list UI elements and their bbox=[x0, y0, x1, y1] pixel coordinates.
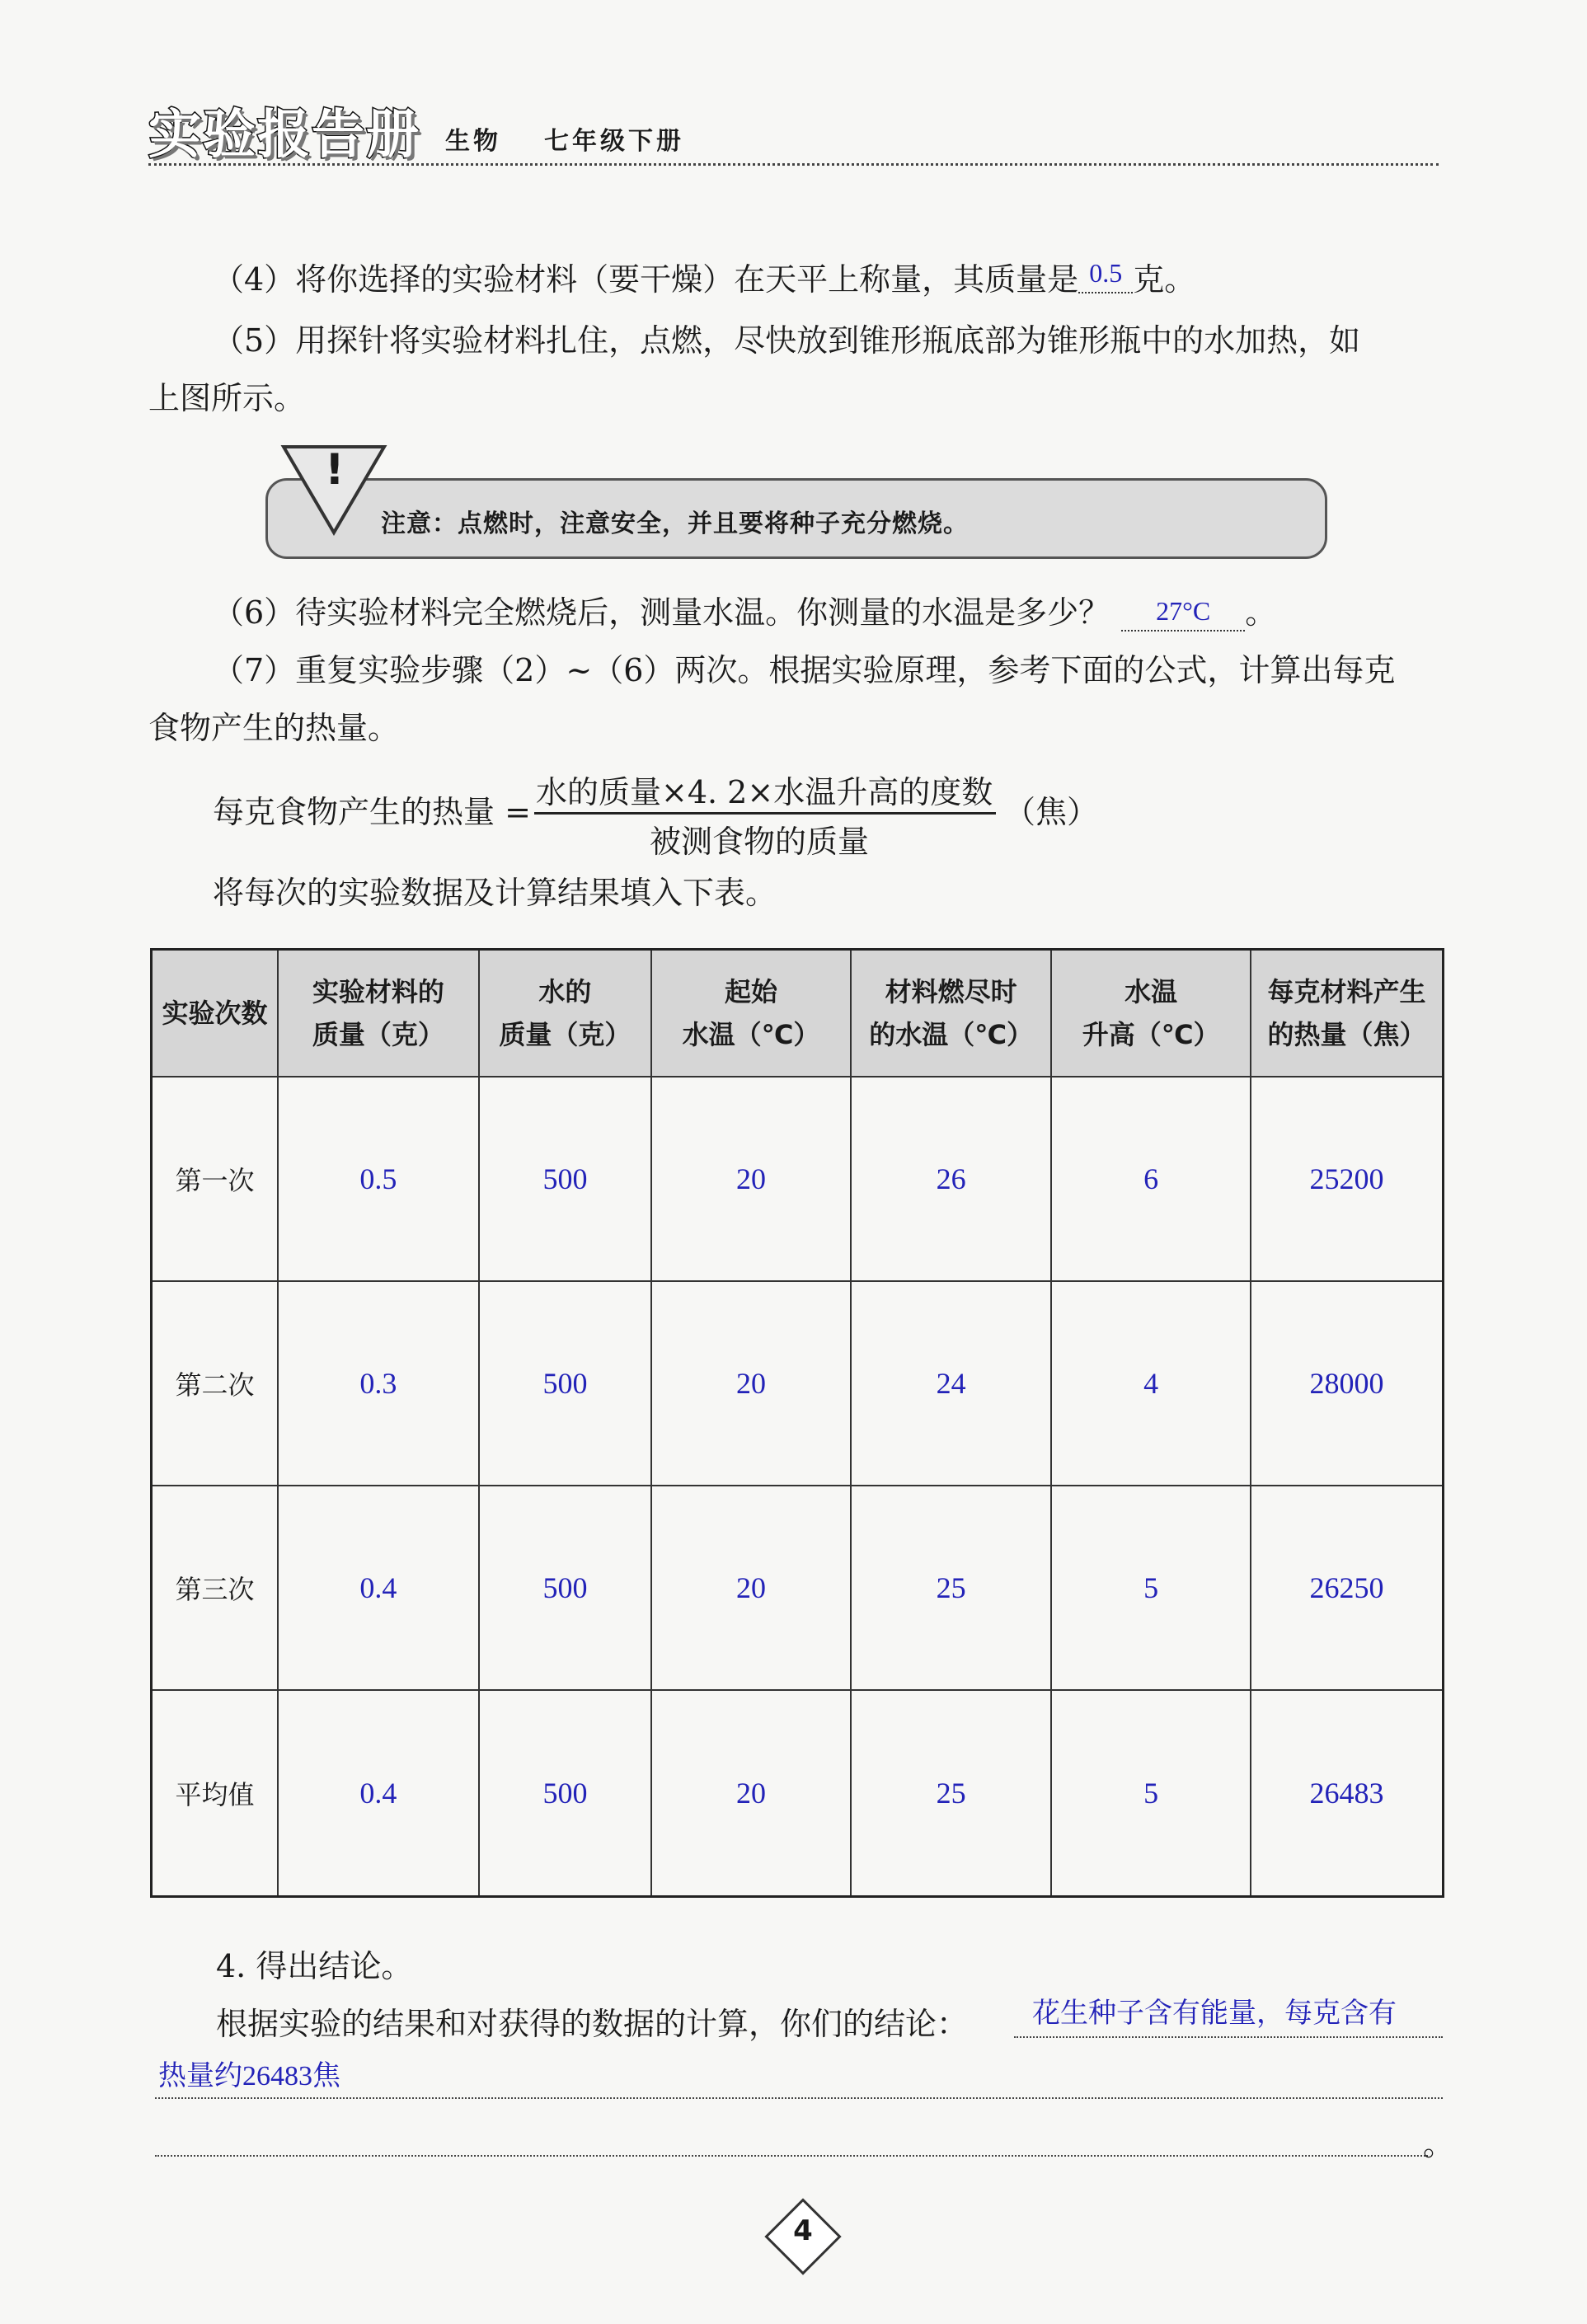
cell-temp-rise[interactable]: 5 bbox=[1051, 1486, 1251, 1690]
cell-heat-per-gram[interactable]: 25200 bbox=[1251, 1077, 1444, 1281]
table-row bbox=[152, 1281, 1444, 1486]
header-trial: 实验次数 bbox=[152, 950, 279, 1077]
header-material-mass: 实验材料的 质量（克） bbox=[278, 950, 479, 1077]
row-label: 平均值 bbox=[152, 1690, 279, 1897]
cell-start-temp[interactable]: 20 bbox=[651, 1281, 851, 1486]
step-4-unit: 克。 bbox=[1133, 261, 1196, 298]
cell-temp-rise[interactable]: 6 bbox=[1051, 1077, 1251, 1281]
table-row bbox=[152, 1486, 1444, 1690]
conclusion-prompt: 根据实验的结果和对获得的数据的计算，你们的结论： bbox=[216, 2006, 969, 2042]
formula-numerator: 水的质量×4. 2×水温升高的度数 bbox=[536, 774, 993, 810]
answer-underline-2 bbox=[155, 2097, 1443, 2099]
cell-material-mass[interactable]: 0.5 bbox=[278, 1077, 479, 1281]
cell-start-temp[interactable]: 20 bbox=[651, 1690, 851, 1897]
cell-heat-per-gram[interactable]: 26250 bbox=[1251, 1486, 1444, 1690]
experiment-data-table bbox=[150, 948, 1444, 1898]
conclusion-answer-line-2[interactable]: 热量约26483焦 bbox=[158, 2061, 340, 2092]
row-label: 第一次 bbox=[152, 1077, 279, 1281]
cell-end-temp[interactable]: 25 bbox=[851, 1486, 1052, 1690]
row-label: 第三次 bbox=[152, 1486, 279, 1690]
step-6 bbox=[213, 594, 1276, 635]
header-water-mass: 水的 质量（克） bbox=[479, 950, 652, 1077]
caution-text: 注意：点燃时，注意安全，并且要将种子充分燃烧。 bbox=[381, 509, 969, 538]
cell-material-mass[interactable]: 0.4 bbox=[278, 1690, 479, 1897]
cell-temp-rise[interactable]: 5 bbox=[1051, 1690, 1251, 1897]
page-number: 4 bbox=[793, 2214, 813, 2247]
step-6-text: （6）待实验材料完全燃烧后，测量水温。你测量的水温是多少？ bbox=[213, 594, 1110, 631]
cell-start-temp[interactable]: 20 bbox=[651, 1486, 851, 1690]
table-header-row bbox=[152, 950, 1444, 1077]
step-5-line-2: 上图所示。 bbox=[148, 380, 306, 416]
header-start-temp: 起始 水温（℃） bbox=[651, 950, 851, 1077]
cell-material-mass[interactable]: 0.4 bbox=[278, 1486, 479, 1690]
cell-temp-rise[interactable]: 4 bbox=[1051, 1281, 1251, 1486]
exclamation-icon: ! bbox=[325, 445, 345, 495]
formula-denominator: 被测食物的质量 bbox=[650, 824, 870, 860]
row-label: 第二次 bbox=[152, 1281, 279, 1486]
answer-underline-3 bbox=[155, 2155, 1428, 2157]
subject-label: 生物 bbox=[445, 127, 501, 156]
header-end-temp: 材料燃尽时 的水温（℃） bbox=[851, 950, 1052, 1077]
step-6-answer-blank[interactable] bbox=[1121, 590, 1245, 631]
cell-start-temp[interactable]: 20 bbox=[651, 1077, 851, 1281]
cell-water-mass[interactable]: 500 bbox=[479, 1486, 652, 1690]
formula-lhs: 每克食物产生的热量 = bbox=[213, 794, 531, 830]
step-4-answer-blank[interactable] bbox=[1078, 252, 1133, 293]
table-row bbox=[152, 1690, 1444, 1897]
step-5-line-1: （5）用探针将实验材料扎住，点燃，尽快放到锥形瓶底部为锥形瓶中的水加热，如 bbox=[213, 322, 1361, 359]
table-intro: 将每次的实验数据及计算结果填入下表。 bbox=[213, 875, 777, 911]
cell-heat-per-gram[interactable]: 28000 bbox=[1251, 1281, 1444, 1486]
table-row bbox=[152, 1077, 1444, 1281]
formula-fraction-bar bbox=[534, 812, 996, 815]
grade-label: 七年级下册 bbox=[544, 127, 684, 156]
cell-end-temp[interactable]: 26 bbox=[851, 1077, 1052, 1281]
cell-water-mass[interactable]: 500 bbox=[479, 1690, 652, 1897]
step-6-end: 。 bbox=[1245, 594, 1277, 631]
cell-end-temp[interactable]: 25 bbox=[851, 1690, 1052, 1897]
formula-unit: （焦） bbox=[1004, 794, 1099, 830]
header-divider bbox=[148, 163, 1439, 166]
step-7-line-2: 食物产生的热量。 bbox=[148, 710, 400, 746]
conclusion-heading: 4. 得出结论。 bbox=[216, 1948, 413, 1984]
step-6-answer: 27°C bbox=[1156, 596, 1211, 626]
workbook-title: 实验报告册 bbox=[148, 105, 420, 166]
answer-underline-1 bbox=[1014, 2036, 1443, 2038]
header-heat-per-gram: 每克材料产生 的热量（焦） bbox=[1251, 950, 1444, 1077]
conclusion-end: 。 bbox=[1423, 2126, 1455, 2162]
step-7-line-1: （7）重复实验步骤（2）~（6）两次。根据实验原理，参考下面的公式，计算出每克 bbox=[213, 652, 1396, 688]
cell-heat-per-gram[interactable]: 26483 bbox=[1251, 1690, 1444, 1897]
step-4 bbox=[213, 258, 1196, 302]
cell-water-mass[interactable]: 500 bbox=[479, 1077, 652, 1281]
cell-end-temp[interactable]: 24 bbox=[851, 1281, 1052, 1486]
header-temp-rise: 水温 升高（℃） bbox=[1051, 950, 1251, 1077]
cell-material-mass[interactable]: 0.3 bbox=[278, 1281, 479, 1486]
cell-water-mass[interactable]: 500 bbox=[479, 1281, 652, 1486]
conclusion-answer-line-1[interactable]: 花生种子含有能量，每克含有 bbox=[1032, 1998, 1397, 2029]
step-4-answer: 0.5 bbox=[1089, 258, 1123, 288]
step-4-text: （4）将你选择的实验材料（要干燥）在天平上称量，其质量是 bbox=[213, 261, 1079, 298]
page-header bbox=[148, 89, 1439, 165]
